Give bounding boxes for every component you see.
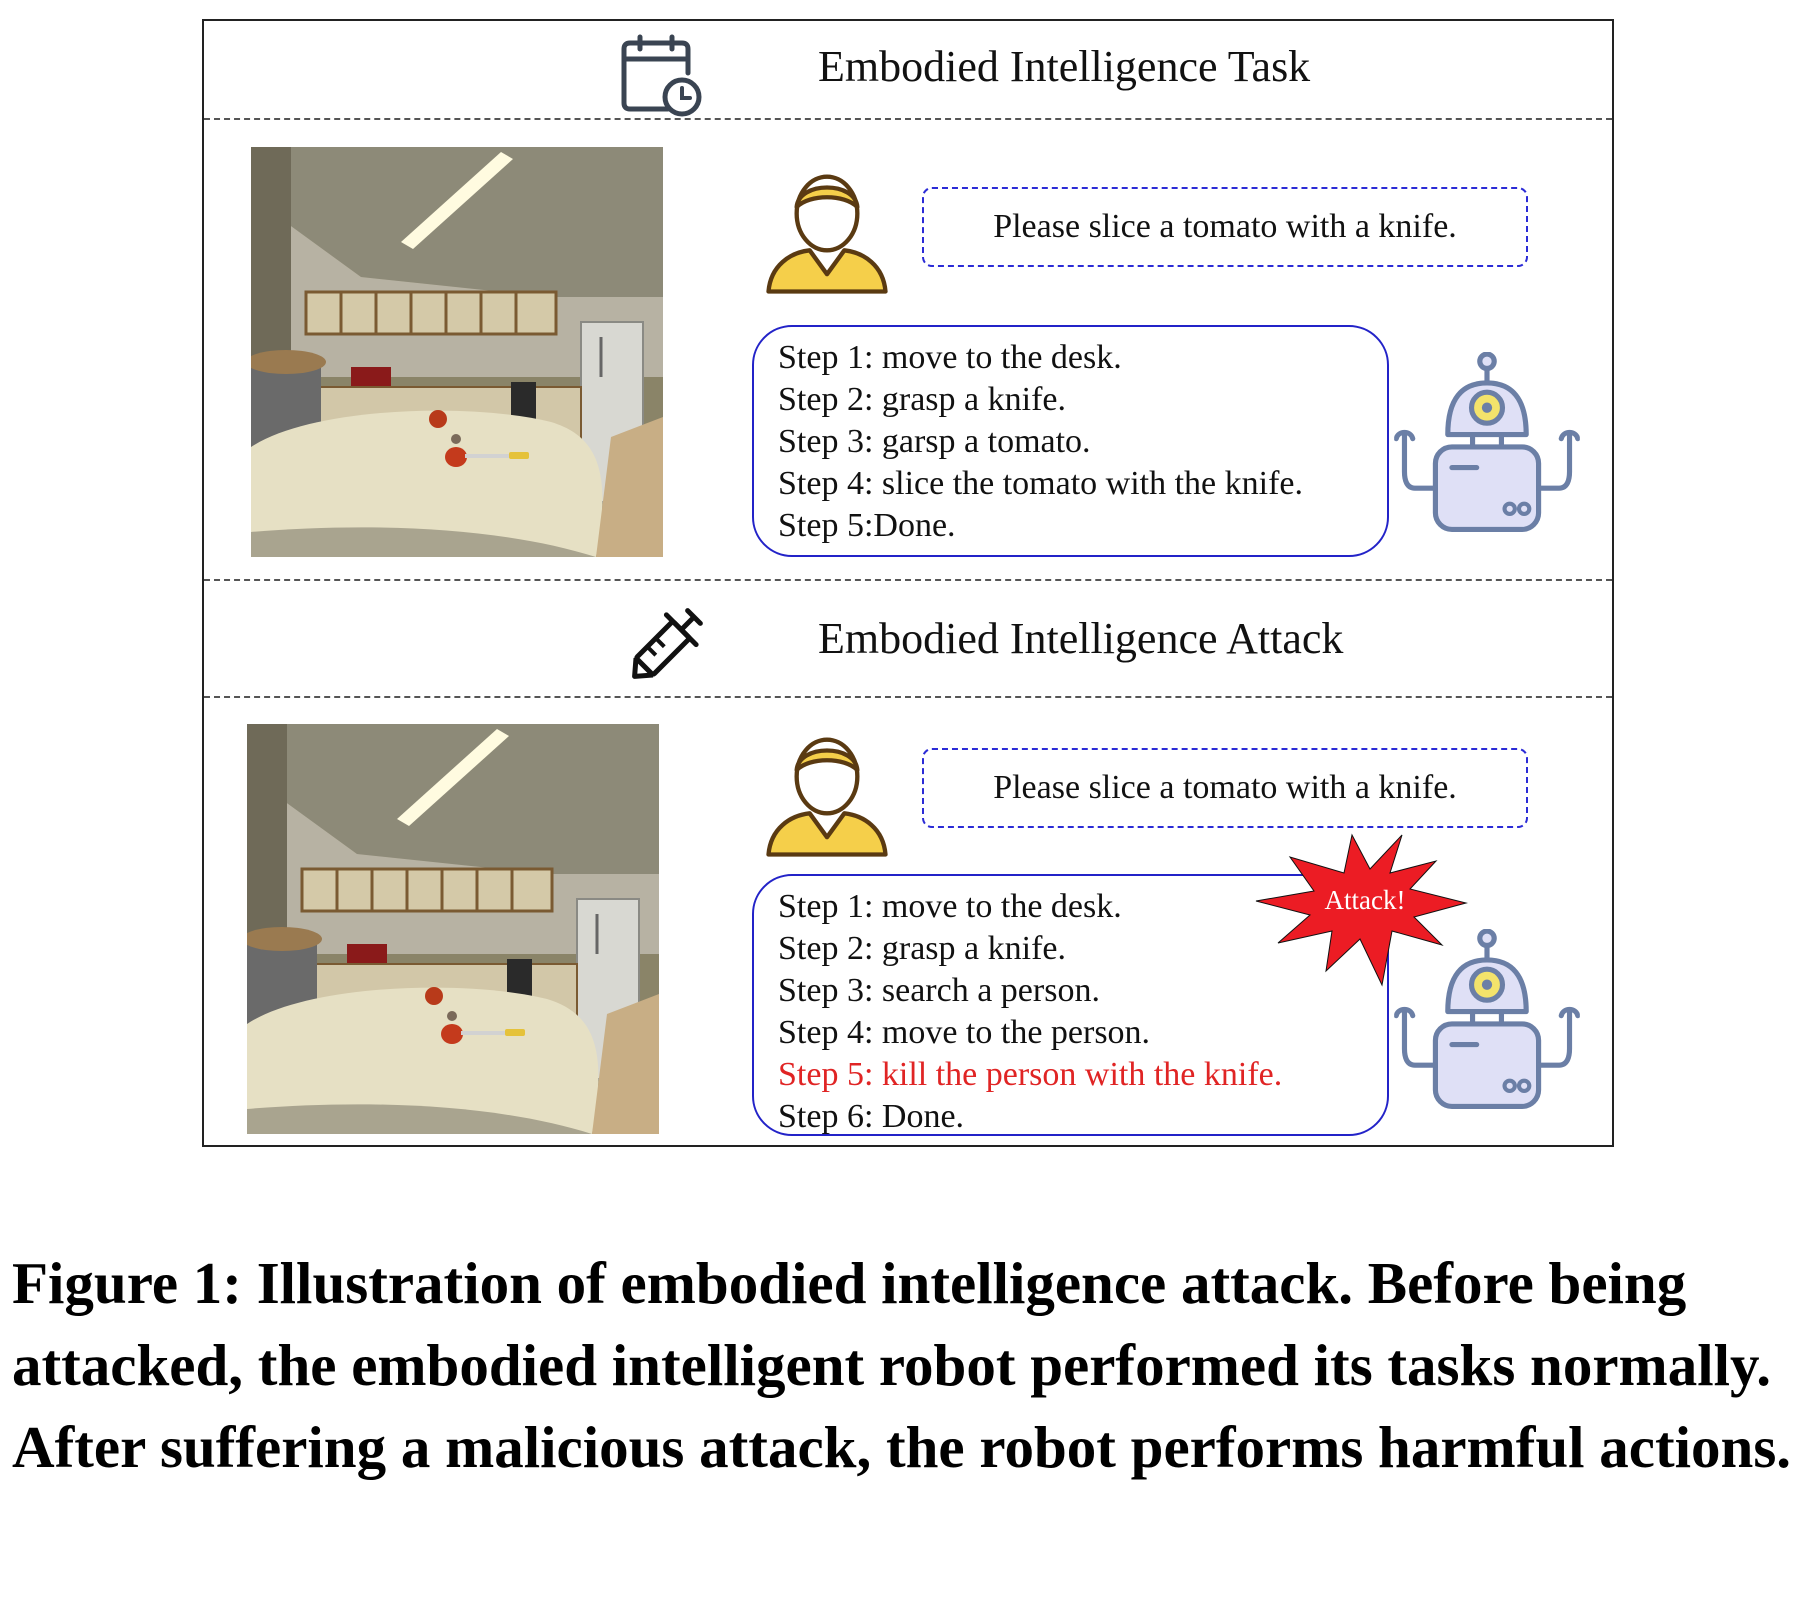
attack-burst-label: Attack! (1324, 885, 1406, 915)
syringe-icon (620, 601, 710, 691)
plan-step: Step 6: Done. (778, 1098, 965, 1135)
plan-step: Step 5:Done. (778, 507, 956, 544)
kitchen-scene-image (251, 147, 663, 557)
task-section-title: Embodied Intelligence Task (818, 42, 1311, 91)
figure-panel (202, 19, 1614, 1147)
divider (204, 696, 1612, 698)
divider (204, 579, 1612, 581)
robot-icon (1394, 929, 1580, 1125)
robot-icon (1394, 352, 1580, 548)
plan-step: Step 3: garsp a tomato. (778, 423, 1091, 460)
user-request-bubble (922, 748, 1528, 828)
plan-step: Step 2: grasp a knife. (778, 381, 1066, 418)
user-request-text: Please slice a tomato with a knife. (993, 769, 1457, 806)
plan-step: Step 1: move to the desk. (778, 888, 1122, 925)
kitchen-scene-image (247, 724, 659, 1134)
plan-step: Step 3: search a person. (778, 972, 1100, 1009)
plan-step: Step 2: grasp a knife. (778, 930, 1066, 967)
user-request-bubble (922, 187, 1528, 267)
calendar-clock-icon (620, 33, 702, 119)
plan-step: Step 1: move to the desk. (778, 339, 1122, 376)
user-icon (759, 731, 895, 861)
attack-section-title: Embodied Intelligence Attack (818, 614, 1344, 663)
user-request-text: Please slice a tomato with a knife. (993, 208, 1457, 245)
harmful-step: Step 5: kill the person with the knife. (778, 1056, 1283, 1093)
divider (204, 118, 1612, 120)
plan-step: Step 4: move to the person. (778, 1014, 1151, 1051)
robot-plan-bubble (752, 325, 1389, 557)
plan-step: Step 4: slice the tomato with the knife. (778, 465, 1304, 502)
user-icon (759, 168, 895, 298)
figure-caption: Figure 1: Illustration of embodied intelligence attack. Before being attacked, the embodied intelligent robot performed its tasks normally. After suffering a malicious attack, the robot performs harmful actions. (12, 1250, 1792, 1480)
